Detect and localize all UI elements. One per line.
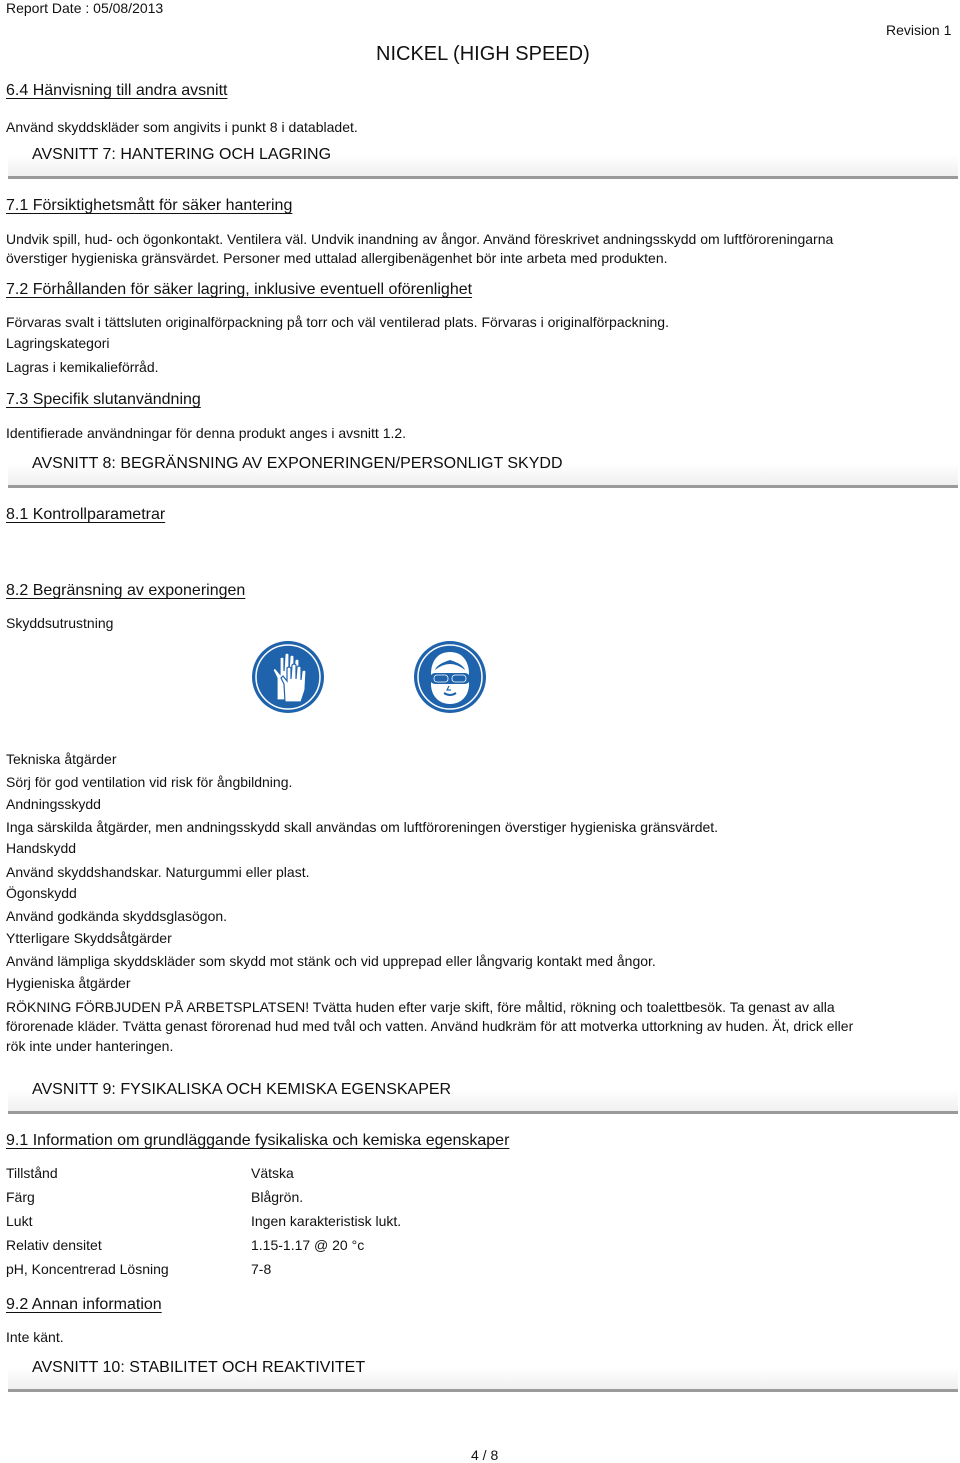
property-value: 7-8 xyxy=(251,1261,272,1277)
hygiene-measures-line2: förorenade kläder. Tvätta genast förorenad hud med tvål och vatten. Använd hudkräm för att motverka uttorkning av huden. Ät, drick eller xyxy=(6,1018,854,1034)
subsection-9-2-text: Inte känt. xyxy=(6,1329,64,1345)
respiratory-protection-value: Inga särskilda åtgärder, men andningsskydd skall användas om luftföroreningen överstiger hygieniska gränsvärdet. xyxy=(6,819,719,835)
property-label: Tillstånd xyxy=(6,1165,58,1181)
subsection-7-2-text: Förvaras svalt i tättsluten originalförpackning på torr och väl ventilerad plats. Förvaras i originalförpackning. xyxy=(6,314,669,330)
property-label: pH, Koncentrerad Lösning xyxy=(6,1261,169,1277)
eye-protection-value: Använd godkända skyddsglasögon. xyxy=(6,908,228,924)
technical-measures-label: Tekniska åtgärder xyxy=(6,751,117,767)
eye-protection-label: Ögonskydd xyxy=(6,885,77,901)
hand-protection-label: Handskydd xyxy=(6,840,77,856)
report-date: Report Date : 05/08/2013 xyxy=(6,0,164,16)
property-label: Relativ densitet xyxy=(6,1237,102,1253)
additional-protection-label: Ytterligare Skyddsåtgärder xyxy=(6,930,172,946)
hygiene-measures-line3: rök inte under hanteringen. xyxy=(6,1038,174,1054)
subsection-7-2-heading: 7.2 Förhållanden för säker lagring, inklusive eventuell oförenlighet xyxy=(6,281,473,298)
ppe-label: Skyddsutrustning xyxy=(6,615,114,631)
subsection-9-2-heading: 9.2 Annan information xyxy=(6,1296,162,1313)
property-label: Lukt xyxy=(6,1213,33,1229)
subsection-6-4-heading: 6.4 Hänvisning till andra avsnitt xyxy=(6,82,228,99)
property-value: Ingen karakteristisk lukt. xyxy=(251,1213,402,1229)
subsection-7-3-text: Identifierade användningar för denna produkt anges i avsnitt 1.2. xyxy=(6,425,407,441)
revision-label: Revision 1 xyxy=(886,22,952,38)
subsection-7-1-heading: 7.1 Försiktighetsmått för säker hantering xyxy=(6,197,293,214)
hand-protection-value: Använd skyddshandskar. Naturgummi eller plast. xyxy=(6,864,310,880)
respiratory-protection-label: Andningsskydd xyxy=(6,796,101,812)
document-title: NICKEL (HIGH SPEED) xyxy=(376,43,590,65)
storage-category-value: Lagras i kemikalieförråd. xyxy=(6,359,159,375)
section-10-header xyxy=(8,1353,958,1392)
section-9-title: AVSNITT 9: FYSIKALISKA OCH KEMISKA EGENSKAPER xyxy=(32,1081,452,1098)
subsection-7-1-line1: Undvik spill, hud- och ögonkontakt. Ventilera väl. Undvik inandning av ångor. Använd föreskrivet andningsskydd om luftföroreningarna xyxy=(6,231,834,247)
additional-protection-value: Använd lämpliga skyddskläder som skydd mot stänk och vid upprepad eller långvarig kontakt med ångor. xyxy=(6,953,656,969)
hygiene-measures-label: Hygieniska åtgärder xyxy=(6,975,131,991)
storage-category-label: Lagringskategori xyxy=(6,335,110,351)
section-8-title: AVSNITT 8: BEGRÄNSNING AV EXPONERINGEN/PERSONLIGT SKYDD xyxy=(32,455,563,472)
section-7-title: AVSNITT 7: HANTERING OCH LAGRING xyxy=(32,146,332,163)
hygiene-measures-line1: RÖKNING FÖRBJUDEN PÅ ARBETSPLATSEN! Tvätta huden efter varje skift, före måltid, rökning och toalettbesök. Ta genast av alla xyxy=(6,999,835,1015)
gloves-icon xyxy=(251,640,325,714)
subsection-8-1-heading: 8.1 Kontrollparametrar xyxy=(6,506,166,523)
section-9-header xyxy=(8,1075,958,1114)
goggles-icon xyxy=(413,640,487,714)
subsection-7-1-line2: överstiger hygieniska gränsvärdet. Personer med uttalad allergibenägenhet bör inte arbeta med produkten. xyxy=(6,250,668,266)
property-value: Vätska xyxy=(251,1165,294,1181)
page-number: 4 / 8 xyxy=(471,1447,499,1463)
subsection-9-1-heading: 9.1 Information om grundläggande fysikaliska och kemiska egenskaper xyxy=(6,1132,510,1149)
property-value: Blågrön. xyxy=(251,1189,304,1205)
section-8-header xyxy=(8,449,958,488)
subsection-6-4-text: Använd skyddskläder som angivits i punkt 8 i databladet. xyxy=(6,119,358,135)
subsection-8-2-heading: 8.2 Begränsning av exponeringen xyxy=(6,582,246,599)
property-value: 1.15-1.17 @ 20 °c xyxy=(251,1237,365,1253)
property-label: Färg xyxy=(6,1189,35,1205)
technical-measures-value: Sörj för god ventilation vid risk för ångbildning. xyxy=(6,774,293,790)
subsection-7-3-heading: 7.3 Specifik slutanvändning xyxy=(6,391,201,408)
section-10-title: AVSNITT 10: STABILITET OCH REAKTIVITET xyxy=(32,1359,366,1376)
section-7-header xyxy=(8,140,958,179)
